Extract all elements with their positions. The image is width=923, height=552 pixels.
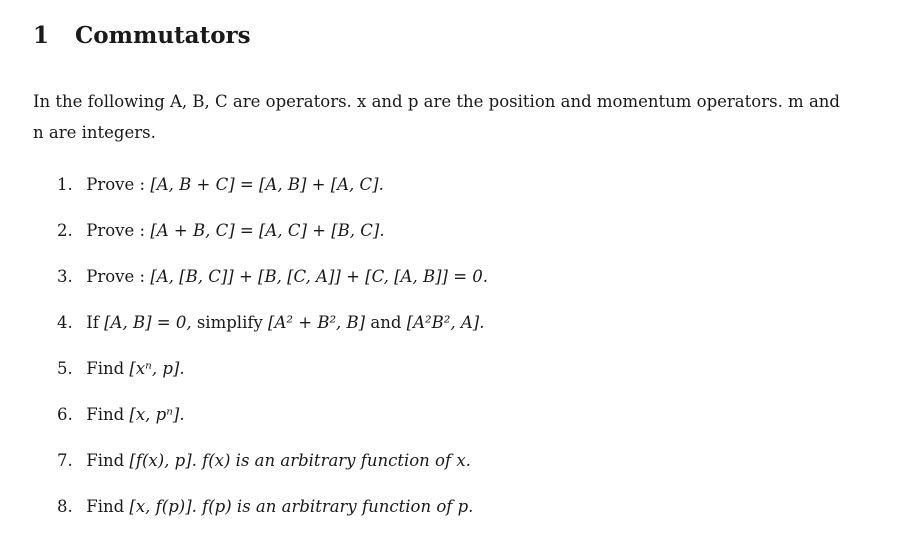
item-expression-2: [A²B², A].	[406, 313, 485, 332]
section-number: 1	[33, 22, 50, 49]
item-label: Find	[86, 497, 125, 516]
item-math: [xⁿ, p].	[129, 359, 185, 378]
item-conjunction: and	[370, 313, 402, 332]
intro-paragraph	[33, 86, 883, 148]
item-math: [A + B, C] = [A, C] + [B, C].	[150, 221, 385, 240]
item-number: 1.	[57, 175, 73, 194]
section-heading	[33, 22, 251, 49]
item-number: 3.	[57, 267, 73, 286]
item-condition: [A, B] = 0,	[104, 313, 192, 332]
item-label: Find	[86, 359, 125, 378]
item-number: 6.	[57, 405, 73, 424]
item-number: 7.	[57, 451, 73, 470]
item-math: [f(x), p].	[129, 451, 197, 470]
problem-item-7	[57, 446, 488, 492]
item-math: [A, [B, C]] + [B, [C, A]] + [C, [A, B]] = 0.	[150, 267, 489, 286]
problem-item-4	[57, 308, 488, 354]
item-math: [x, pⁿ].	[129, 405, 185, 424]
item-label: Prove :	[86, 221, 146, 240]
item-label: Find	[86, 405, 125, 424]
intro-line-2: n are integers.	[33, 123, 156, 142]
item-number: 5.	[57, 359, 73, 378]
problem-item-2	[57, 216, 488, 262]
problem-item-3	[57, 262, 488, 308]
item-number: 4.	[57, 313, 73, 332]
item-label: Prove :	[86, 267, 146, 286]
item-verb: simplify	[196, 313, 263, 332]
item-number: 8.	[57, 497, 73, 516]
item-note: f(p) is an arbitrary function of p.	[202, 497, 474, 516]
problem-item-6	[57, 400, 488, 446]
item-note: f(x) is an arbitrary function of x.	[202, 451, 471, 470]
problem-item-8	[57, 492, 488, 538]
item-math: [A, B + C] = [A, B] + [A, C].	[150, 175, 384, 194]
item-expression-1: [A² + B², B]	[268, 313, 366, 332]
item-math: [x, f(p)].	[129, 497, 197, 516]
item-label: If	[86, 313, 99, 332]
problem-item-5	[57, 354, 488, 400]
intro-line-1: In the following A, B, C are operators. x and p are the position and momentum operators. m and	[33, 92, 840, 111]
section-title: Commutators	[75, 22, 251, 49]
problem-item-1	[57, 170, 488, 216]
problem-list	[57, 170, 488, 538]
item-label: Prove :	[86, 175, 146, 194]
item-number: 2.	[57, 221, 73, 240]
item-label: Find	[86, 451, 125, 470]
